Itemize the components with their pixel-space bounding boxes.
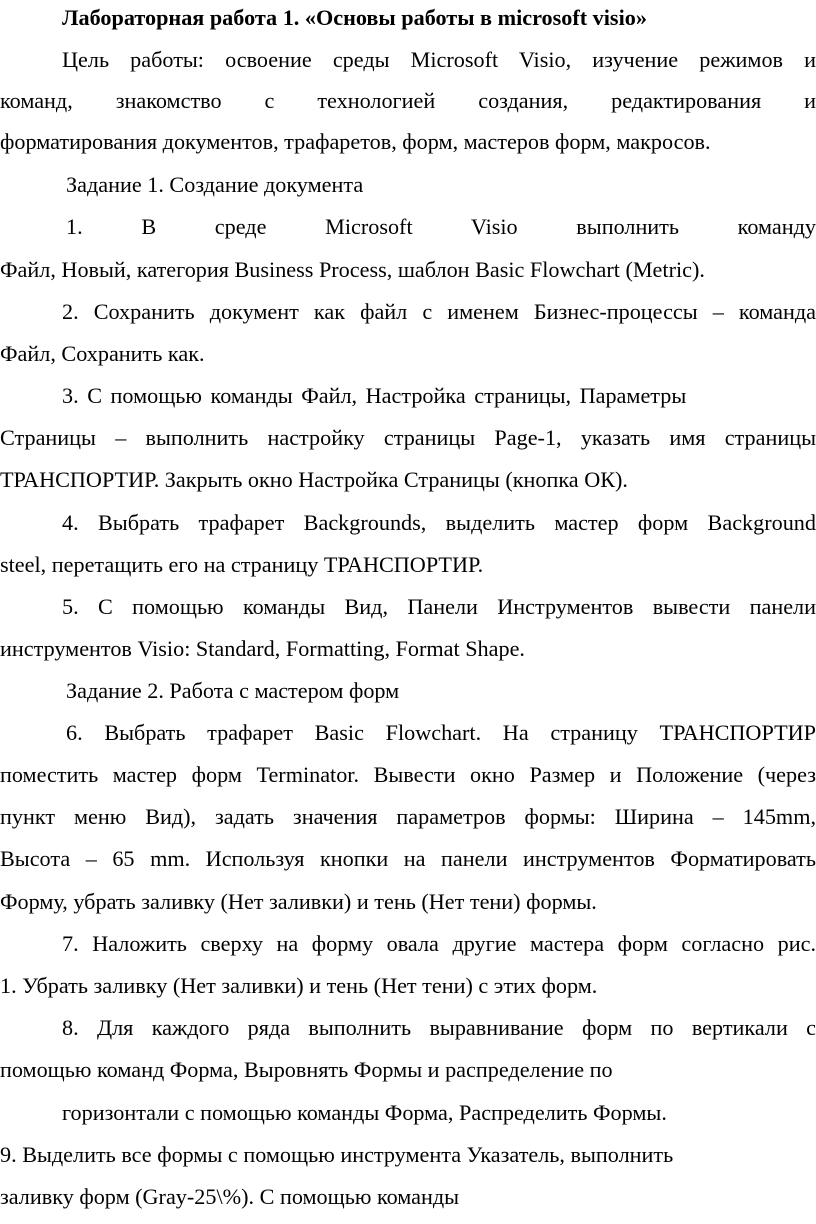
paragraph-line: поместить мастер форм Terminator. Вывести окно Размер и Положение (через	[0, 762, 816, 787]
paragraph-line: 3. С помощью команды Файл, Настройка страницы, Параметры	[62, 383, 687, 408]
paragraph-line: Форму, убрать заливку (Нет заливки) и тень (Нет тени) формы.	[0, 889, 597, 914]
paragraph-line: пункт меню Вид), задать значения параметров формы: Ширина – 145mm,	[0, 804, 816, 829]
paragraph-line: 9. Выделить все формы с помощью инструмента Указатель, выполнить	[0, 1142, 674, 1167]
paragraph-line: 5. С помощью команды Вид, Панели Инструментов вывести панели	[62, 594, 816, 619]
section-heading: Задание 1. Создание документа	[66, 172, 364, 197]
paragraph-line: 6. Выбрать трафарет Basic Flowchart. На страницу ТРАНСПОРТИР	[66, 720, 816, 745]
paragraph-line: форматирования документов, трафаретов, форм, мастеров форм, макросов.	[0, 129, 711, 154]
paragraph-line: 8. Для каждого ряда выполнить выравнивание форм по вертикали с	[62, 1015, 816, 1040]
paragraph-line: горизонтали с помощью команды Форма, Распределить Формы.	[62, 1100, 667, 1125]
paragraph-line: команд, знакомство с технологией создания, редактирования и	[0, 88, 816, 113]
paragraph-line: Страницы – выполнить настройку страницы Page-1, указать имя страницы	[0, 425, 816, 450]
paragraph-line: 7. Наложить сверху на форму овала другие мастера форм согласно рис.	[62, 931, 816, 956]
paragraph-line: помощью команд Форма, Выровнять Формы и распределение по	[0, 1057, 613, 1082]
paragraph-line: Файл, Сохранить как.	[0, 341, 205, 366]
section-heading: Задание 2. Работа с мастером форм	[66, 678, 400, 703]
document-title: Лабораторная работа 1. «Основы работы в microsoft visio»	[62, 5, 647, 30]
paragraph-line: 1. В среде Microsoft Visio выполнить команду	[66, 214, 816, 239]
paragraph-line: инструментов Visio: Standard, Formatting, Format Shape.	[0, 636, 525, 661]
paragraph-line: ТРАНСПОРТИР. Закрыть окно Настройка Страницы (кнопка ОК).	[0, 467, 628, 492]
paragraph-line: заливку форм (Gray-25\%). С помощью команды	[0, 1184, 460, 1209]
paragraph-line: 4. Выбрать трафарет Backgrounds, выделить мастер форм Background	[62, 510, 816, 535]
paragraph-line: Файл, Новый, категория Business Process, шаблон Basic Flowchart (Metric).	[0, 257, 705, 282]
paragraph-line: steel, перетащить его на страницу ТРАНСПОРТИР.	[0, 552, 484, 577]
paragraph-line: 1. Убрать заливку (Нет заливки) и тень (Нет тени) с этих форм.	[0, 973, 598, 998]
paragraph-line: Высота – 65 mm. Используя кнопки на панели инструментов Форматировать	[0, 846, 816, 871]
paragraph-line: Цель работы: освоение среды Microsoft Visio, изучение режимов и	[62, 47, 816, 72]
paragraph-line: 2. Сохранить документ как файл с именем Бизнес-процессы – команда	[62, 299, 816, 324]
